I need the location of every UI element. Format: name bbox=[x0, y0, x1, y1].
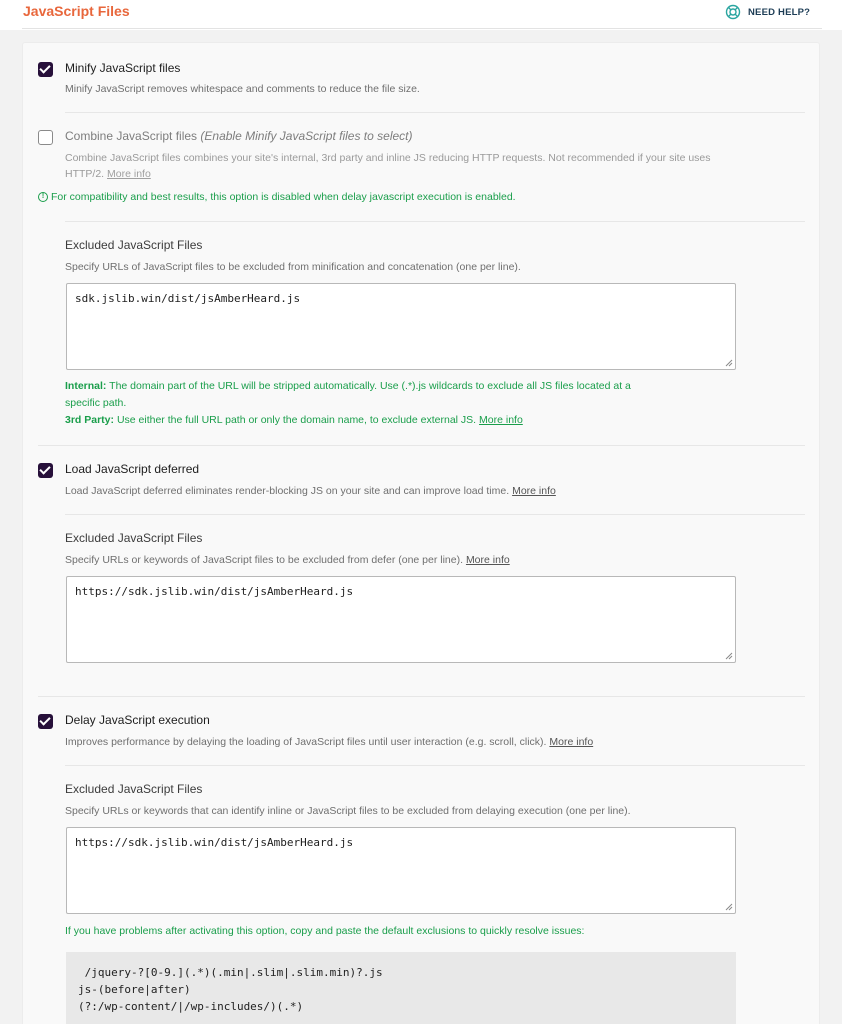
info-icon: ! bbox=[38, 192, 48, 202]
defer-description bbox=[65, 483, 556, 499]
combine-label-text: Combine JavaScript files bbox=[65, 129, 198, 143]
combine-description bbox=[65, 150, 810, 182]
divider bbox=[38, 445, 805, 446]
delay-more-info-link[interactable]: More info bbox=[549, 736, 594, 748]
divider bbox=[65, 514, 805, 515]
delay-checkbox[interactable] bbox=[38, 714, 53, 729]
minify-checkbox[interactable] bbox=[38, 62, 53, 77]
divider bbox=[65, 221, 805, 222]
excluded-minify-value: sdk.jslib.win/dist/jsAmberHeard.js bbox=[75, 292, 301, 305]
combine-warning bbox=[38, 191, 516, 203]
excluded-minify-help bbox=[65, 378, 765, 429]
resize-handle-icon[interactable] bbox=[725, 903, 733, 911]
minify-label: Minify JavaScript files bbox=[65, 61, 181, 75]
resize-handle-icon[interactable] bbox=[725, 359, 733, 367]
delay-description-text: Improves performance by delaying the loading of JavaScript files until user interaction (e.g. scroll, click). bbox=[65, 736, 547, 748]
excluded-minify-description: Specify URLs of JavaScript files to be excluded from minification and concatenation (one per line). bbox=[65, 261, 521, 273]
minify-description: Minify JavaScript removes whitespace and comments to reduce the file size. bbox=[65, 83, 420, 95]
combine-description-line1: Combine JavaScript files combines your site's internal, 3rd party and inline JS reducing HTTP requests. Not recommended if your site uses bbox=[65, 152, 711, 164]
third-party-text: Use either the full URL path or only the domain name, to exclude external JS. bbox=[114, 414, 477, 426]
excluded-defer-textarea[interactable] bbox=[66, 576, 736, 663]
delay-notice: If you have problems after activating this option, copy and paste the default exclusions to quickly resolve issues: bbox=[65, 925, 585, 937]
internal-label: Internal: bbox=[65, 380, 107, 392]
defer-description-text: Load JavaScript deferred eliminates render-blocking JS on your site and can improve load time. bbox=[65, 485, 510, 497]
internal-text-line2: specific path. bbox=[65, 397, 127, 409]
excluded-defer-description bbox=[65, 552, 510, 568]
excluded-defer-description-text: Specify URLs or keywords of JavaScript files to be excluded from defer (one per line). bbox=[65, 554, 464, 566]
resize-handle-icon[interactable] bbox=[725, 652, 733, 660]
section-header bbox=[0, 0, 842, 30]
excluded-defer-value: https://sdk.jslib.win/dist/jsAmberHeard.js bbox=[75, 585, 354, 598]
excluded-delay-value: https://sdk.jslib.win/dist/jsAmberHeard.js bbox=[75, 836, 354, 849]
excluded-defer-more-info-link[interactable]: More info bbox=[465, 554, 510, 566]
divider bbox=[65, 765, 805, 766]
default-exclusion-line: (?:/wp-content/|/wp-includes/)(.*) bbox=[78, 1000, 304, 1013]
defer-more-info-link[interactable]: More info bbox=[512, 485, 556, 497]
combine-more-info-link[interactable]: More info bbox=[107, 168, 151, 180]
defer-checkbox[interactable] bbox=[38, 463, 53, 478]
excluded-minify-more-info-link[interactable]: More info bbox=[479, 414, 523, 426]
default-exclusion-line: /jquery-?[0-9.](.*)(.min|.slim|.slim.min)?.js bbox=[78, 966, 383, 979]
divider bbox=[38, 696, 805, 697]
internal-text-line1: The domain part of the URL will be stripped automatically. Use (.*).js wildcards to exclude all JS files located at a bbox=[106, 380, 631, 392]
need-help-link[interactable] bbox=[725, 4, 810, 20]
need-help-label: NEED HELP? bbox=[748, 6, 811, 18]
combine-checkbox[interactable] bbox=[38, 130, 53, 145]
third-party-label: 3rd Party: bbox=[65, 414, 115, 426]
excluded-delay-description: Specify URLs or keywords that can identify inline or JavaScript files to be excluded from delaying execution (one per line). bbox=[65, 805, 631, 817]
defer-label: Load JavaScript deferred bbox=[65, 462, 200, 476]
excluded-delay-title: Excluded JavaScript Files bbox=[65, 782, 203, 796]
delay-description bbox=[65, 734, 593, 750]
excluded-minify-title: Excluded JavaScript Files bbox=[65, 238, 203, 252]
delay-label: Delay JavaScript execution bbox=[65, 713, 210, 727]
default-exclusion-line: js-(before|after) bbox=[78, 983, 191, 996]
lifebuoy-icon bbox=[725, 4, 741, 20]
default-exclusions-code[interactable] bbox=[66, 952, 736, 1024]
divider bbox=[65, 112, 805, 113]
section-title: JavaScript Files bbox=[23, 3, 130, 19]
combine-warning-text: For compatibility and best results, this option is disabled when delay javascript execution is enabled. bbox=[51, 191, 516, 203]
header-divider bbox=[22, 28, 822, 29]
excluded-minify-textarea[interactable] bbox=[66, 283, 736, 370]
combine-description-line2: HTTP/2. bbox=[65, 168, 105, 180]
combine-label bbox=[65, 129, 413, 143]
excluded-delay-textarea[interactable] bbox=[66, 827, 736, 914]
excluded-defer-title: Excluded JavaScript Files bbox=[65, 531, 203, 545]
combine-hint: (Enable Minify JavaScript files to select) bbox=[200, 129, 413, 143]
